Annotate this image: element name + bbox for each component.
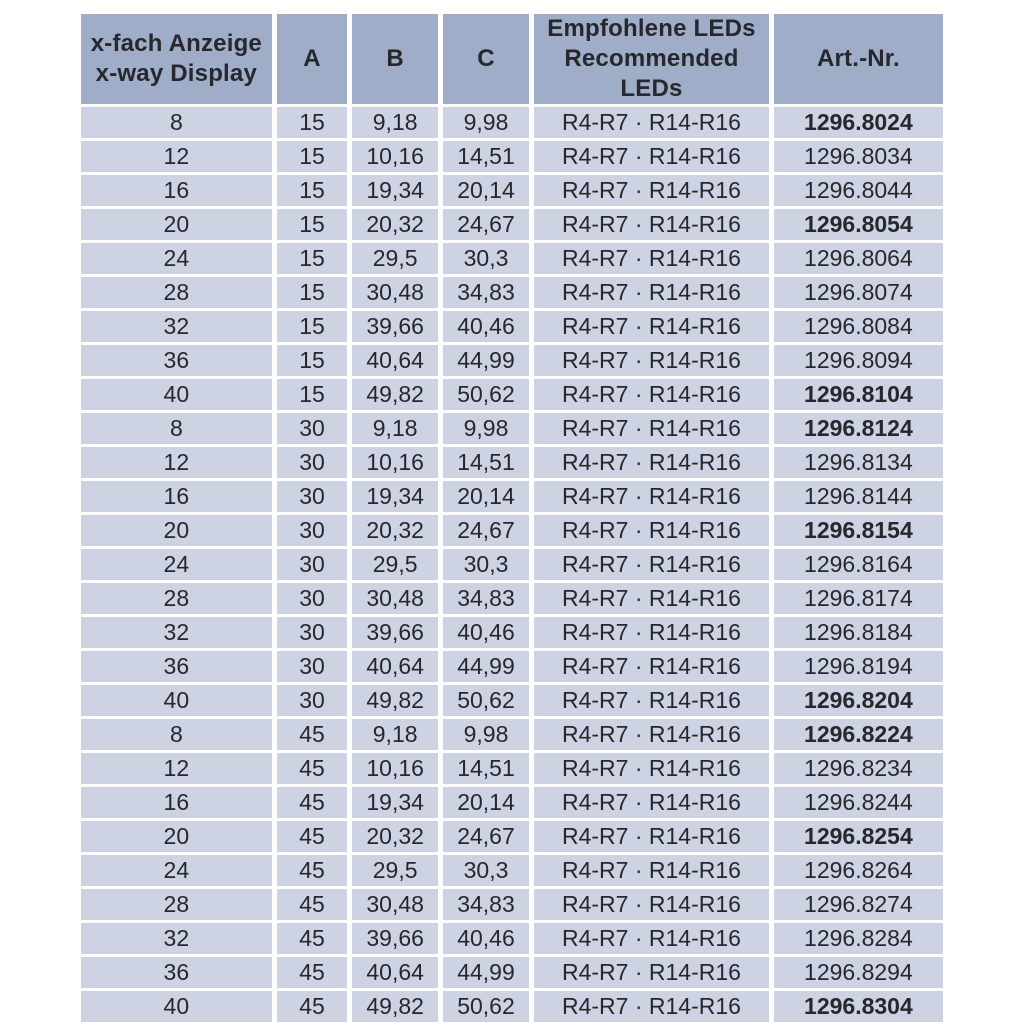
cell-art-nr: 1296.8024 — [774, 107, 943, 138]
cell-a: 30 — [277, 583, 348, 614]
cell-art-nr: 1296.8054 — [774, 209, 943, 240]
cell-b: 30,48 — [352, 277, 437, 308]
cell-a: 15 — [277, 107, 348, 138]
cell-art-nr: 1296.8194 — [774, 651, 943, 682]
cell-leds: R4-R7 · R14-R16 — [534, 583, 769, 614]
cell-art-nr: 1296.8274 — [774, 889, 943, 920]
cell-b: 10,16 — [352, 753, 437, 784]
cell-x-way: 20 — [81, 515, 272, 546]
cell-leds: R4-R7 · R14-R16 — [534, 481, 769, 512]
cell-a: 30 — [277, 651, 348, 682]
cell-a: 15 — [277, 175, 348, 206]
cell-a: 15 — [277, 209, 348, 240]
col-header-x-way-display — [81, 14, 272, 104]
table-row — [81, 719, 943, 750]
cell-leds: R4-R7 · R14-R16 — [534, 753, 769, 784]
cell-c: 34,83 — [443, 889, 529, 920]
led-display-spec-table — [76, 11, 948, 1025]
cell-leds: R4-R7 · R14-R16 — [534, 345, 769, 376]
cell-a: 45 — [277, 923, 348, 954]
cell-c: 44,99 — [443, 651, 529, 682]
cell-x-way: 16 — [81, 787, 272, 818]
cell-x-way: 12 — [81, 447, 272, 478]
table-row — [81, 651, 943, 682]
table-row — [81, 243, 943, 274]
cell-c: 30,3 — [443, 855, 529, 886]
cell-x-way: 16 — [81, 175, 272, 206]
cell-leds: R4-R7 · R14-R16 — [534, 787, 769, 818]
cell-leds: R4-R7 · R14-R16 — [534, 379, 769, 410]
cell-x-way: 24 — [81, 549, 272, 580]
cell-leds: R4-R7 · R14-R16 — [534, 243, 769, 274]
cell-b: 10,16 — [352, 141, 437, 172]
cell-c: 20,14 — [443, 175, 529, 206]
cell-c: 34,83 — [443, 583, 529, 614]
cell-x-way: 20 — [81, 821, 272, 852]
cell-a: 45 — [277, 991, 348, 1022]
table-row — [81, 345, 943, 376]
header-row — [81, 14, 943, 104]
cell-a: 45 — [277, 855, 348, 886]
cell-b: 49,82 — [352, 991, 437, 1022]
col-header-a: A — [277, 14, 348, 104]
cell-art-nr: 1296.8144 — [774, 481, 943, 512]
cell-a: 30 — [277, 685, 348, 716]
header-leds-line1: Empfohlene LEDs — [547, 15, 756, 42]
col-header-recommended-leds — [534, 14, 769, 104]
table-row — [81, 617, 943, 648]
cell-b: 9,18 — [352, 719, 437, 750]
cell-a: 45 — [277, 787, 348, 818]
cell-leds: R4-R7 · R14-R16 — [534, 515, 769, 546]
cell-leds: R4-R7 · R14-R16 — [534, 855, 769, 886]
cell-x-way: 24 — [81, 855, 272, 886]
cell-b: 30,48 — [352, 583, 437, 614]
cell-art-nr: 1296.8174 — [774, 583, 943, 614]
cell-a: 15 — [277, 311, 348, 342]
cell-c: 14,51 — [443, 753, 529, 784]
cell-x-way: 36 — [81, 651, 272, 682]
cell-c: 50,62 — [443, 379, 529, 410]
cell-a: 45 — [277, 821, 348, 852]
cell-a: 45 — [277, 889, 348, 920]
cell-c: 20,14 — [443, 481, 529, 512]
cell-b: 39,66 — [352, 311, 437, 342]
cell-c: 9,98 — [443, 413, 529, 444]
cell-leds: R4-R7 · R14-R16 — [534, 719, 769, 750]
table-header — [81, 14, 943, 104]
cell-x-way: 8 — [81, 413, 272, 444]
cell-a: 15 — [277, 345, 348, 376]
table-row — [81, 311, 943, 342]
cell-leds: R4-R7 · R14-R16 — [534, 549, 769, 580]
cell-x-way: 28 — [81, 277, 272, 308]
cell-a: 30 — [277, 549, 348, 580]
cell-art-nr: 1296.8034 — [774, 141, 943, 172]
cell-c: 44,99 — [443, 345, 529, 376]
cell-art-nr: 1296.8264 — [774, 855, 943, 886]
cell-c: 14,51 — [443, 141, 529, 172]
cell-leds: R4-R7 · R14-R16 — [534, 889, 769, 920]
cell-a: 30 — [277, 617, 348, 648]
cell-x-way: 8 — [81, 107, 272, 138]
cell-art-nr: 1296.8044 — [774, 175, 943, 206]
table-row — [81, 787, 943, 818]
cell-c: 50,62 — [443, 991, 529, 1022]
table-body — [81, 107, 943, 1022]
table-row — [81, 957, 943, 988]
table-row — [81, 175, 943, 206]
cell-c: 24,67 — [443, 515, 529, 546]
cell-c: 40,46 — [443, 311, 529, 342]
cell-b: 9,18 — [352, 107, 437, 138]
cell-art-nr: 1296.8104 — [774, 379, 943, 410]
cell-b: 30,48 — [352, 889, 437, 920]
cell-x-way: 8 — [81, 719, 272, 750]
cell-art-nr: 1296.8224 — [774, 719, 943, 750]
cell-art-nr: 1296.8094 — [774, 345, 943, 376]
cell-b: 29,5 — [352, 549, 437, 580]
table-row — [81, 583, 943, 614]
cell-x-way: 40 — [81, 379, 272, 410]
cell-a: 45 — [277, 753, 348, 784]
cell-leds: R4-R7 · R14-R16 — [534, 991, 769, 1022]
cell-x-way: 32 — [81, 617, 272, 648]
table-row — [81, 753, 943, 784]
cell-x-way: 12 — [81, 753, 272, 784]
table-row — [81, 889, 943, 920]
cell-a: 30 — [277, 481, 348, 512]
cell-c: 24,67 — [443, 821, 529, 852]
cell-c: 40,46 — [443, 923, 529, 954]
cell-leds: R4-R7 · R14-R16 — [534, 923, 769, 954]
cell-a: 30 — [277, 413, 348, 444]
header-x-fach-line2: x-way Display — [95, 60, 258, 87]
cell-x-way: 40 — [81, 991, 272, 1022]
table-row — [81, 685, 943, 716]
cell-art-nr: 1296.8164 — [774, 549, 943, 580]
cell-art-nr: 1296.8064 — [774, 243, 943, 274]
cell-b: 40,64 — [352, 651, 437, 682]
cell-b: 40,64 — [352, 957, 437, 988]
table-row — [81, 821, 943, 852]
cell-c: 30,3 — [443, 549, 529, 580]
cell-b: 19,34 — [352, 481, 437, 512]
cell-art-nr: 1296.8294 — [774, 957, 943, 988]
cell-b: 20,32 — [352, 821, 437, 852]
cell-x-way: 36 — [81, 345, 272, 376]
cell-x-way: 32 — [81, 923, 272, 954]
cell-leds: R4-R7 · R14-R16 — [534, 175, 769, 206]
cell-b: 29,5 — [352, 243, 437, 274]
cell-b: 29,5 — [352, 855, 437, 886]
cell-x-way: 16 — [81, 481, 272, 512]
table-row — [81, 481, 943, 512]
cell-b: 39,66 — [352, 617, 437, 648]
cell-x-way: 28 — [81, 583, 272, 614]
cell-b: 49,82 — [352, 685, 437, 716]
cell-leds: R4-R7 · R14-R16 — [534, 209, 769, 240]
col-header-art-nr: Art.-Nr. — [774, 14, 943, 104]
cell-leds: R4-R7 · R14-R16 — [534, 141, 769, 172]
cell-b: 9,18 — [352, 413, 437, 444]
cell-a: 15 — [277, 379, 348, 410]
cell-leds: R4-R7 · R14-R16 — [534, 311, 769, 342]
cell-c: 20,14 — [443, 787, 529, 818]
table-row — [81, 413, 943, 444]
cell-x-way: 24 — [81, 243, 272, 274]
table-row — [81, 855, 943, 886]
cell-a: 15 — [277, 277, 348, 308]
cell-art-nr: 1296.8184 — [774, 617, 943, 648]
col-header-c: C — [443, 14, 529, 104]
cell-b: 40,64 — [352, 345, 437, 376]
cell-a: 45 — [277, 719, 348, 750]
cell-c: 9,98 — [443, 719, 529, 750]
cell-leds: R4-R7 · R14-R16 — [534, 957, 769, 988]
cell-c: 34,83 — [443, 277, 529, 308]
cell-c: 14,51 — [443, 447, 529, 478]
cell-leds: R4-R7 · R14-R16 — [534, 685, 769, 716]
col-header-b: B — [352, 14, 437, 104]
cell-a: 30 — [277, 447, 348, 478]
cell-art-nr: 1296.8154 — [774, 515, 943, 546]
cell-art-nr: 1296.8124 — [774, 413, 943, 444]
cell-art-nr: 1296.8084 — [774, 311, 943, 342]
table-row — [81, 141, 943, 172]
cell-art-nr: 1296.8204 — [774, 685, 943, 716]
table-row — [81, 991, 943, 1022]
cell-leds: R4-R7 · R14-R16 — [534, 617, 769, 648]
cell-art-nr: 1296.8074 — [774, 277, 943, 308]
cell-leds: R4-R7 · R14-R16 — [534, 821, 769, 852]
cell-x-way: 40 — [81, 685, 272, 716]
cell-c: 40,46 — [443, 617, 529, 648]
cell-c: 30,3 — [443, 243, 529, 274]
cell-leds: R4-R7 · R14-R16 — [534, 277, 769, 308]
table-row — [81, 209, 943, 240]
cell-c: 44,99 — [443, 957, 529, 988]
cell-leds: R4-R7 · R14-R16 — [534, 447, 769, 478]
table-row — [81, 549, 943, 580]
cell-b: 20,32 — [352, 515, 437, 546]
cell-art-nr: 1296.8304 — [774, 991, 943, 1022]
table-row — [81, 447, 943, 478]
cell-a: 45 — [277, 957, 348, 988]
cell-x-way: 28 — [81, 889, 272, 920]
cell-x-way: 20 — [81, 209, 272, 240]
cell-art-nr: 1296.8244 — [774, 787, 943, 818]
table-row — [81, 277, 943, 308]
table-row — [81, 515, 943, 546]
cell-b: 10,16 — [352, 447, 437, 478]
cell-x-way: 36 — [81, 957, 272, 988]
cell-b: 49,82 — [352, 379, 437, 410]
table-row — [81, 107, 943, 138]
cell-b: 20,32 — [352, 209, 437, 240]
cell-art-nr: 1296.8134 — [774, 447, 943, 478]
cell-b: 39,66 — [352, 923, 437, 954]
cell-a: 15 — [277, 243, 348, 274]
header-leds-line2: Recommended LEDs — [564, 45, 739, 102]
cell-c: 24,67 — [443, 209, 529, 240]
cell-leds: R4-R7 · R14-R16 — [534, 413, 769, 444]
cell-x-way: 32 — [81, 311, 272, 342]
cell-b: 19,34 — [352, 175, 437, 206]
cell-x-way: 12 — [81, 141, 272, 172]
table-row — [81, 379, 943, 410]
table-row — [81, 923, 943, 954]
cell-b: 19,34 — [352, 787, 437, 818]
cell-art-nr: 1296.8254 — [774, 821, 943, 852]
cell-c: 9,98 — [443, 107, 529, 138]
header-x-fach-line1: x-fach Anzeige — [90, 30, 262, 57]
cell-a: 30 — [277, 515, 348, 546]
cell-leds: R4-R7 · R14-R16 — [534, 107, 769, 138]
cell-art-nr: 1296.8284 — [774, 923, 943, 954]
cell-a: 15 — [277, 141, 348, 172]
cell-art-nr: 1296.8234 — [774, 753, 943, 784]
cell-c: 50,62 — [443, 685, 529, 716]
cell-leds: R4-R7 · R14-R16 — [534, 651, 769, 682]
